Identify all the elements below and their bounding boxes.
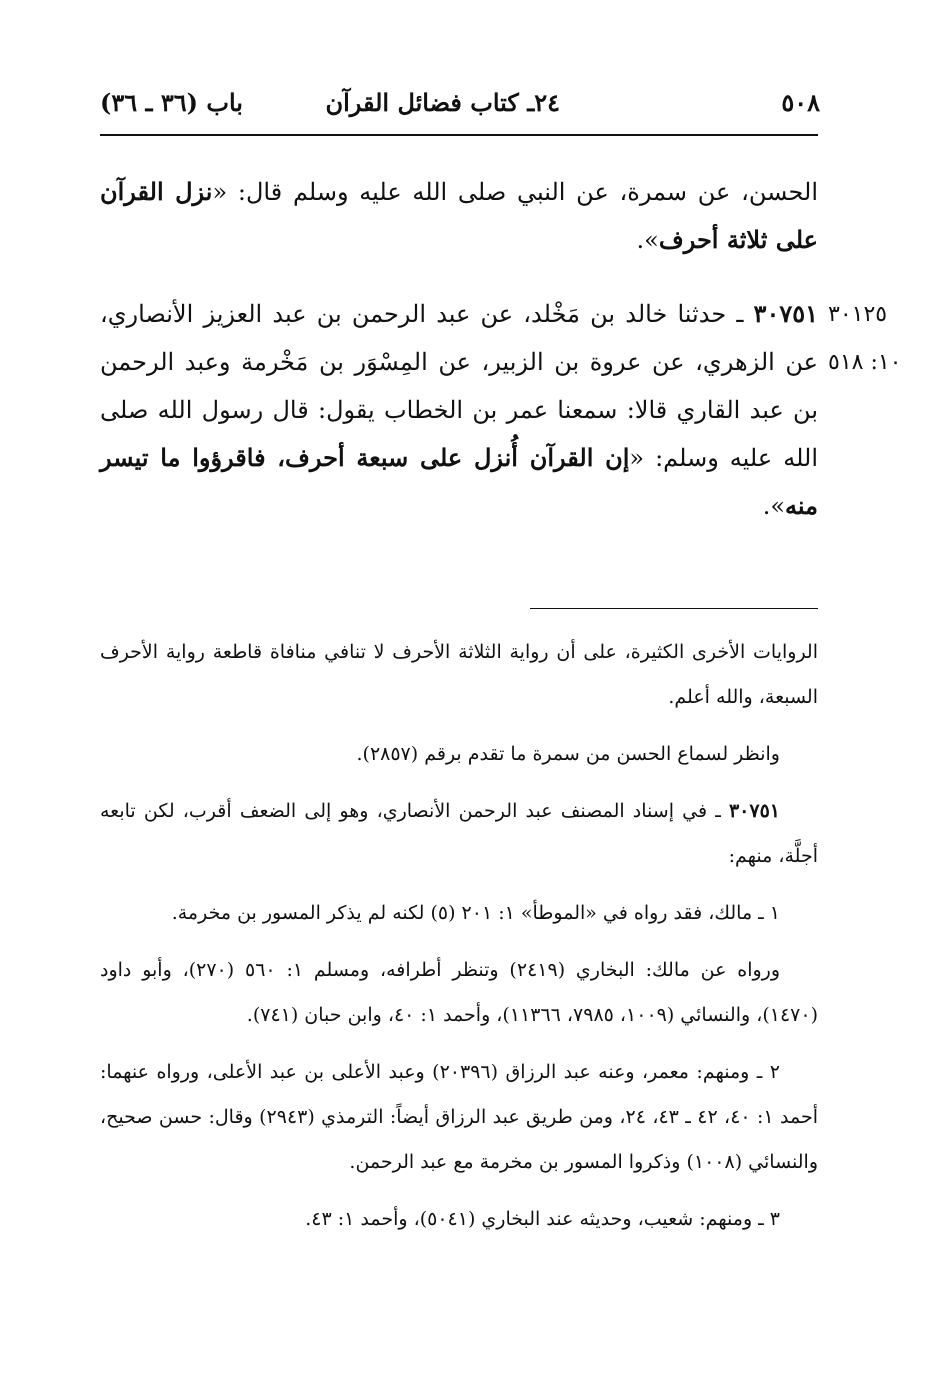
footnote-paragraph: ٢ ـ ومنهم: معمر، وعنه عبد الرزاق (٢٠٣٩٦) وعبد الأعلى بن عبد الأعلى، ورواه عنهما: أحمد ١: ٤٠، ٤٢ ـ ٤٣، ٢٤، ومن طريق عبد الرزاق أيضاً: الترمذي (٢٩٤٣) وقال: حسن صحيح، والنسائي (١٠٠٨) وذكروا المسور بن مخرمة مع عبد الرحمن. — [100, 1061, 818, 1173]
footnote-paragraph: ١ ـ مالك، فقد رواه في «الموطأ» ١: ٢٠١ (٥) لكنه لم يذكر المسور بن مخرمة. — [171, 902, 780, 924]
chapter-label: باب (٣٦ ـ ٣٦) — [100, 88, 243, 117]
hadith-number: ٣٠٧٥١ — [753, 299, 818, 328]
hadith-matn: نزل القرآن على ثلاثة أحرف — [100, 177, 818, 254]
margin-reference-2: ١٠: ٥١٨ — [828, 350, 902, 375]
page-number: ٥٠٨ — [781, 88, 820, 117]
footnote-paragraph: الروايات الأخرى الكثيرة، على أن رواية الثلاثة الأحرف لا تنافي منافاة قاطعة رواية الأحرف السبعة، والله أعلم. — [100, 641, 818, 708]
main-text — [100, 168, 818, 530]
hadith-text-end: ». — [636, 226, 659, 254]
hadith-text-end: ». — [762, 492, 786, 520]
footnote-number: ٣٠٧٥١ — [728, 800, 780, 822]
hadith-isnad: ـ حدثنا خالد بن مَخْلد، عن عبد الرحمن بن عبد العزيز الأنصاري، عن الزهري، عن عروة بن الزبير، عن المِسْوَر بن مَخْرمة وعبد الرحمن بن عبد القاري قالا: سمعنا عمر بن الخطاب يقول: قال رسول الله صلى الله عليه وسلم: « — [100, 300, 818, 472]
hadith-text: الحسن، عن سمرة، عن النبي صلى الله عليه وسلم قال: « — [212, 178, 818, 206]
header-rule — [100, 134, 818, 136]
hadith-paragraph-1 — [100, 168, 818, 264]
footnote-paragraph: ٣ ـ ومنهم: شعيب، وحديثه عند البخاري (٥٠٤١)، وأحمد ١: ٤٣. — [305, 1208, 780, 1230]
hadith-matn: إن القرآن أُنزل على سبعة أحرف، فاقرؤوا ما تيسر منه — [100, 443, 818, 520]
footnote-text: ـ في إسناد المصنف عبد الرحمن الأنصاري، وهو إلى الضعف أقرب، لكن تابعه أجلَّة، منهم: — [100, 800, 818, 867]
hadith-paragraph-2 — [100, 290, 818, 530]
margin-reference-1: ٣٠١٢٥ — [828, 302, 888, 327]
footnote-paragraph — [100, 789, 818, 879]
footnotes — [100, 630, 818, 1254]
page-header — [100, 88, 820, 128]
footnote-paragraph: وانظر لسماع الحسن من سمرة ما تقدم برقم (٢٨٥٧). — [356, 743, 780, 765]
footnote-paragraph: ورواه عن مالك: البخاري (٢٤١٩) وتنظر أطرافه، ومسلم ١: ٥٦٠ (٢٧٠)، وأبو داود (١٤٧٠)، والنسائي (١٠٠٩، ٧٩٨٥، ١١٣٦٦)، وأحمد ١: ٤٠، وابن حبان (٧٤١). — [100, 959, 818, 1026]
book-title: ٢٤ـ كتاب فضائل القرآن — [325, 88, 560, 117]
footnote-rule — [530, 608, 818, 609]
